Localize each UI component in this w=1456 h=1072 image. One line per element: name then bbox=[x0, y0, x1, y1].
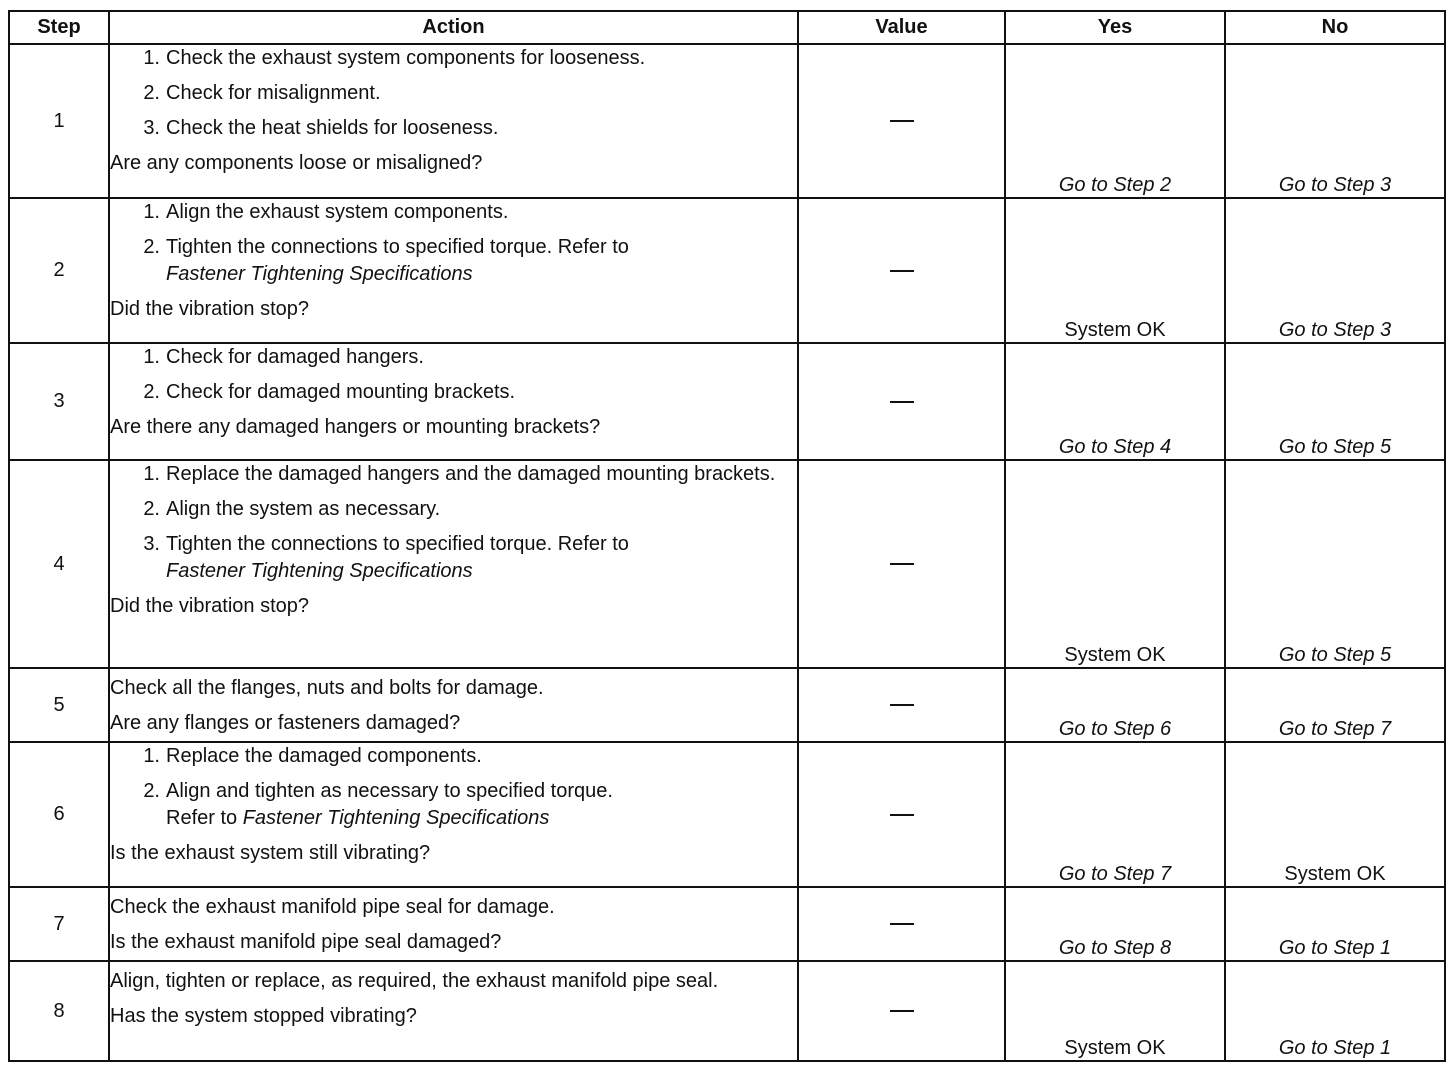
yes-result: Go to Step 7 bbox=[1005, 742, 1225, 887]
no-result: Go to Step 3 bbox=[1225, 44, 1445, 198]
header-action: Action bbox=[109, 11, 798, 44]
value-dash bbox=[890, 1010, 914, 1012]
table-row bbox=[9, 343, 1445, 460]
spec-reference: Fastener Tightening Specifications bbox=[166, 560, 473, 582]
action-question: Are there any damaged hangers or mounting brackets? bbox=[110, 416, 601, 438]
step-number: 3 bbox=[9, 343, 109, 460]
spec-reference: Fastener Tightening Specifications bbox=[166, 263, 473, 285]
action-cell bbox=[109, 668, 798, 742]
action-text: Check the exhaust manifold pipe seal for damage. bbox=[110, 896, 555, 918]
yes-result: System OK bbox=[1005, 198, 1225, 343]
yes-result: Go to Step 8 bbox=[1005, 887, 1225, 961]
action-item-text: Check for damaged mounting brackets. bbox=[166, 381, 516, 403]
value-dash bbox=[890, 120, 914, 122]
action-question: Did the vibration stop? bbox=[110, 298, 310, 320]
step-number: 6 bbox=[9, 742, 109, 887]
value-cell bbox=[798, 961, 1005, 1061]
yes-result: Go to Step 4 bbox=[1005, 343, 1225, 460]
action-item-text: Align the system as necessary. bbox=[166, 498, 441, 520]
action-question: Are any flanges or fasteners damaged? bbox=[110, 712, 461, 734]
value-cell bbox=[798, 460, 1005, 668]
step-number: 1 bbox=[9, 44, 109, 198]
action-question: Has the system stopped vibrating? bbox=[110, 1005, 417, 1027]
value-dash bbox=[890, 563, 914, 565]
action-item-text: Check for damaged hangers. bbox=[166, 346, 424, 368]
no-result: Go to Step 1 bbox=[1225, 887, 1445, 961]
action-question: Are any components loose or misaligned? bbox=[110, 152, 483, 174]
table-row bbox=[9, 198, 1445, 343]
yes-result: Go to Step 2 bbox=[1005, 44, 1225, 198]
action-item: 1. Check the exhaust system components for looseness. bbox=[143, 47, 646, 69]
action-item-text: Tighten the connections to specified torque. Refer to bbox=[166, 236, 629, 258]
action-item-text: Check for misalignment. bbox=[166, 82, 381, 104]
header-no: No bbox=[1225, 11, 1445, 44]
spec-reference-prefix: Refer to bbox=[166, 807, 238, 829]
step-number: 2 bbox=[9, 198, 109, 343]
table-row bbox=[9, 44, 1445, 198]
action-item: 3. Check the heat shields for looseness. bbox=[143, 117, 499, 139]
action-cell bbox=[109, 742, 798, 887]
action-item-text: Align and tighten as necessary to specified torque. bbox=[166, 780, 613, 802]
yes-result: Go to Step 6 bbox=[1005, 668, 1225, 742]
action-item: 2. Check for misalignment. bbox=[143, 82, 381, 104]
action-text: Check all the flanges, nuts and bolts for damage. bbox=[110, 677, 544, 699]
value-cell bbox=[798, 887, 1005, 961]
diagnostic-table bbox=[8, 10, 1446, 1062]
action-cell bbox=[109, 343, 798, 460]
action-question: Is the exhaust manifold pipe seal damaged? bbox=[110, 931, 502, 953]
action-item: 2. Tighten the connections to specified torque. Refer to Fastener Tightening Specifications bbox=[110, 234, 797, 288]
value-cell bbox=[798, 44, 1005, 198]
action-cell bbox=[109, 887, 798, 961]
yes-result: System OK bbox=[1005, 961, 1225, 1061]
action-list bbox=[110, 461, 797, 585]
diagnostic-page bbox=[8, 10, 1446, 1062]
table-row bbox=[9, 961, 1445, 1061]
step-number: 5 bbox=[9, 668, 109, 742]
header-value: Value bbox=[798, 11, 1005, 44]
action-list bbox=[110, 45, 797, 142]
header-step: Step bbox=[9, 11, 109, 44]
value-cell bbox=[798, 198, 1005, 343]
action-item: 3. Tighten the connections to specified torque. Refer to Fastener Tightening Specifications bbox=[110, 531, 797, 585]
action-text: Align, tighten or replace, as required, the exhaust manifold pipe seal. bbox=[110, 970, 719, 992]
header-row bbox=[9, 11, 1445, 44]
value-dash bbox=[890, 401, 914, 403]
action-item: 1. Replace the damaged components. bbox=[143, 745, 482, 767]
action-cell bbox=[109, 460, 798, 668]
no-result: Go to Step 3 bbox=[1225, 198, 1445, 343]
action-list bbox=[110, 199, 797, 288]
action-list bbox=[110, 743, 797, 832]
action-question: Is the exhaust system still vibrating? bbox=[110, 842, 431, 864]
step-number: 4 bbox=[9, 460, 109, 668]
table-row bbox=[9, 742, 1445, 887]
action-item: 1. Check for damaged hangers. bbox=[143, 346, 424, 368]
action-item-text: Tighten the connections to specified torque. Refer to bbox=[166, 533, 629, 555]
table-row bbox=[9, 887, 1445, 961]
action-list bbox=[110, 344, 797, 406]
step-number: 8 bbox=[9, 961, 109, 1061]
spec-reference: Fastener Tightening Specifications bbox=[242, 807, 550, 829]
value-dash bbox=[890, 814, 914, 816]
action-item: 1. Align the exhaust system components. bbox=[143, 201, 509, 223]
table-row bbox=[9, 460, 1445, 668]
table-row bbox=[9, 668, 1445, 742]
no-result: Go to Step 5 bbox=[1225, 460, 1445, 668]
yes-result: System OK bbox=[1005, 460, 1225, 668]
action-item: 2. Align the system as necessary. bbox=[143, 498, 441, 520]
action-item: 2. Check for damaged mounting brackets. bbox=[143, 381, 516, 403]
action-item-text: Replace the damaged hangers and the damaged mounting brackets. bbox=[166, 463, 776, 485]
step-number: 7 bbox=[9, 887, 109, 961]
action-question: Did the vibration stop? bbox=[110, 595, 310, 617]
no-result: Go to Step 5 bbox=[1225, 343, 1445, 460]
action-item-text: Replace the damaged components. bbox=[166, 745, 482, 767]
action-item: 2. Align and tighten as necessary to specified torque. Refer to Fastener Tightening Specifications bbox=[143, 780, 613, 829]
value-dash bbox=[890, 923, 914, 925]
value-cell bbox=[798, 742, 1005, 887]
header-yes: Yes bbox=[1005, 11, 1225, 44]
action-cell bbox=[109, 44, 798, 198]
no-result: Go to Step 7 bbox=[1225, 668, 1445, 742]
no-result: Go to Step 1 bbox=[1225, 961, 1445, 1061]
value-dash bbox=[890, 270, 914, 272]
action-item-text: Check the heat shields for looseness. bbox=[166, 117, 499, 139]
action-cell bbox=[109, 198, 798, 343]
action-item: 1. Replace the damaged hangers and the damaged mounting brackets. bbox=[143, 463, 776, 485]
action-cell bbox=[109, 961, 798, 1061]
value-dash bbox=[890, 704, 914, 706]
action-item-text: Align the exhaust system components. bbox=[166, 201, 509, 223]
value-cell bbox=[798, 668, 1005, 742]
value-cell bbox=[798, 343, 1005, 460]
action-item-text: Check the exhaust system components for looseness. bbox=[166, 47, 646, 69]
no-result: System OK bbox=[1225, 742, 1445, 887]
